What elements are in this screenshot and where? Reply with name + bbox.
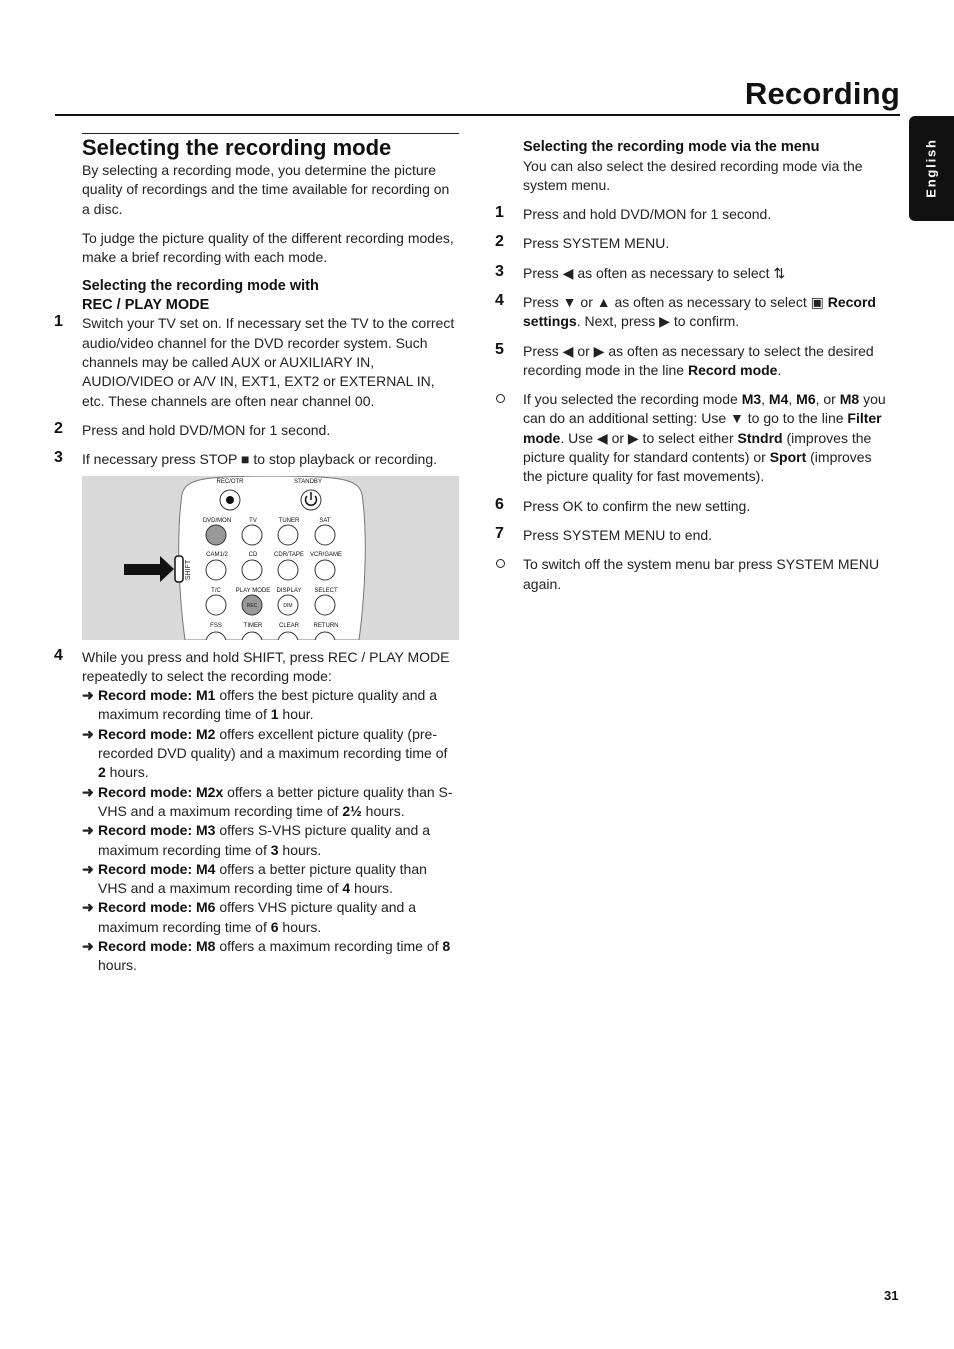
circle-bullet-icon [496,559,505,568]
circle-bullet-icon [496,394,505,403]
arrow-icon: ➜ [82,938,94,955]
mode-text-end: hours. [98,957,137,974]
record-mode-list [82,686,459,975]
pointer-arrow-head [160,556,174,582]
mode-hours: 6 [270,918,279,935]
arrow-icon: ➜ [82,860,94,877]
step-text-post: . Next, press ▶ to confirm. [576,313,740,330]
arrow-icon: ➜ [82,725,94,742]
mode-label: Record mode: M3 [98,822,216,839]
step-text: Press and hold DVD/MON for 1 second. [523,206,772,223]
record-mode-m2 [82,725,459,783]
step-number: 2 [495,233,504,251]
step-number: 4 [54,646,63,664]
remote-control-drawing [82,476,459,640]
menu-step-2 [495,233,889,253]
mode-hours: 1 [270,706,279,723]
mode-text-end: hour. [278,706,314,723]
mode-label: Record mode: M2 [98,725,216,742]
menu-step-4 [495,291,889,332]
header-rule [55,114,900,116]
pointer-arrow-shaft [124,564,162,575]
mode-label: Record mode: M2x [98,783,224,800]
note-filter-mode [523,390,889,486]
step-number: 3 [54,449,63,467]
shift-label: SHIFT [185,559,192,580]
right-column [495,138,889,594]
mode-text-end: hours. [361,802,405,819]
label-vcr-game: VCR/GAME [309,551,343,558]
label-tv: TV [249,517,257,524]
section-title: Selecting the recording mode [82,133,459,161]
step-number: 1 [495,204,504,222]
step-text: If necessary press STOP ■ to stop playback or recording. [82,451,437,468]
mode-hours: 3 [270,841,279,858]
step-text: Press SYSTEM MENU. [523,235,670,252]
menu-step-5 [495,340,889,381]
step-text-pre: Press ◀ as often as necessary to select [523,264,774,281]
mode-text: offers the best picture quality and a maximum recording time of [98,687,438,723]
mode-text-end: hours. [350,880,393,897]
menu-step-3 [495,262,889,283]
arrow-icon: ➜ [82,783,94,800]
label-clear: CLEAR [278,622,300,629]
record-mode-m2x [82,783,459,822]
subhead-line-1: Selecting the recording mode with [82,278,319,295]
language-label: English [923,138,939,198]
menu-step-7 [495,524,889,545]
label-standby: STANDBY [294,478,322,485]
arrow-icon: ➜ [82,899,94,916]
record-mode-m8 [82,937,459,976]
step-text [523,342,889,381]
mode-label: Record mode: M6 [98,899,216,916]
record-symbol-icon: ⇅ [773,264,786,281]
label-rec-otr: REC/OTR [216,478,244,485]
subhead-rec-play-mode [82,277,459,314]
step-number: 5 [495,340,504,358]
step-text: Press SYSTEM MENU to end. [523,526,713,543]
step-text-pre: Press ▼ or ▲ as often as necessary to select [523,293,811,310]
menu-step-1 [495,204,889,224]
step-number: 6 [495,495,504,513]
mode-label: Record mode: M4 [98,860,216,877]
label-display: DISPLAY [276,587,302,594]
record-mode-m6 [82,898,459,937]
language-tab [909,116,954,221]
label-cd: CD [248,551,258,558]
mode-text-end: hours. [278,918,322,935]
note-text: If you selected the recording mode M3, M4, M6, or M8 you can do an additional setting: Use ▼ to go to the line Filter mode. Use ◀ or ▶ to select either Stndrd (improves the picture quality for standard contents) or Sport (improves the picture quality for fast movements). [523,391,886,485]
record-mode-m3 [82,821,459,860]
step-3 [54,449,459,469]
label-cam: CAM1/2 [206,551,228,558]
record-mode-m1 [82,686,459,725]
record-settings-label: Record settings [523,293,876,330]
mode-hours: 4 [342,880,351,897]
mode-hours: 2½ [342,802,362,819]
label-tuner: TUNER [278,517,300,524]
page-number: 31 [884,1288,899,1303]
mode-text: offers VHS picture quality and a maximum recording time of [98,899,416,935]
mode-text: offers a better picture quality than VHS and a maximum recording time of [98,860,427,897]
mode-label: Record mode: M8 [98,938,216,955]
step-text: Press and hold DVD/MON for 1 second. [82,421,331,438]
page-title: Recording [744,76,900,111]
step-1 [54,313,459,410]
step-text: Press OK to confirm the new setting. [523,497,751,514]
note-switch-off [523,555,889,594]
step-number: 2 [54,419,63,437]
step-text-post: . [777,361,782,378]
rec-otr-dot [226,496,234,504]
label-tc: T/C [211,587,221,594]
step-text [523,264,889,283]
step-number: 1 [54,313,63,331]
intro-paragraph-1: By selecting a recording mode, you determine the picture quality of recordings and the time available for recording on a disc. [82,162,450,217]
mode-label: Record mode: M1 [98,687,216,704]
label-select: SELECT [314,587,338,594]
mode-text: offers S-VHS picture quality and a maximum recording time of [98,822,430,858]
step-text: While you press and hold SHIFT, press REC / PLAY MODE repeatedly to select the recording mode: [82,648,450,684]
mode-text: offers a better picture quality than S-VHS and a maximum recording time of [98,783,453,819]
label-cdr-tape: CDR/TAPE [274,551,304,558]
step-number: 4 [495,291,504,309]
step-text [523,293,889,332]
mode-text: offers excellent picture quality (pre-recorded DVD quality) and a maximum recording time of [98,725,448,762]
subhead-line-2: REC / PLAY MODE [82,296,210,313]
shift-button [175,556,183,582]
step-4 [54,646,459,687]
step-number: 3 [495,262,504,280]
remote-control-illustration [82,476,459,640]
step-number: 7 [495,524,504,542]
label-sat: SAT [319,517,331,524]
subhead-via-menu: Selecting the recording mode via the menu [523,139,820,155]
mode-text: offers a maximum recording time of [215,938,443,955]
left-column [54,133,459,976]
mode-text-end: hours. [278,841,322,858]
label-dvd-mon: DVD/MON [202,517,232,524]
step-2 [54,419,459,440]
label-dim: DIM [283,602,293,609]
label-rec: REC [246,602,258,609]
mode-hours: 8 [442,938,451,955]
label-timer: TIMER [243,622,263,629]
label-return: RETURN [313,622,339,629]
menu-intro: You can also select the desired recording mode via the system menu. [523,157,863,193]
dvd-mon-button [206,525,226,545]
step-text-pre: Press ◀ or ▶ as often as necessary to select the desired recording mode in the line [523,342,874,378]
record-mode-m4 [82,860,459,899]
settings-icon: ▣ [810,293,824,310]
note-text: To switch off the system menu bar press SYSTEM MENU again. [523,556,880,592]
step-text: Switch your TV set on. If necessary set the TV to the correct audio/video channel for the DVD recorder system. Such channels may be called AUX or AUXILIARY IN, AUDIO/VIDEO or A/V IN, EXT1, EXT2 or EXTERNAL IN, etc. These channels are often near channel 00. [82,315,455,409]
label-fss: FSS [210,622,222,629]
intro-paragraph-2: To judge the picture quality of the different recording modes, make a brief recording with each mode. [82,229,454,266]
record-mode-label: Record mode [688,361,778,378]
mode-text-end: hours. [105,764,149,781]
menu-step-6 [495,495,889,516]
label-play-mode: PLAY MODE [235,587,271,594]
arrow-icon: ➜ [82,822,94,839]
arrow-icon: ➜ [82,687,94,704]
mode-hours: 2 [98,764,106,781]
